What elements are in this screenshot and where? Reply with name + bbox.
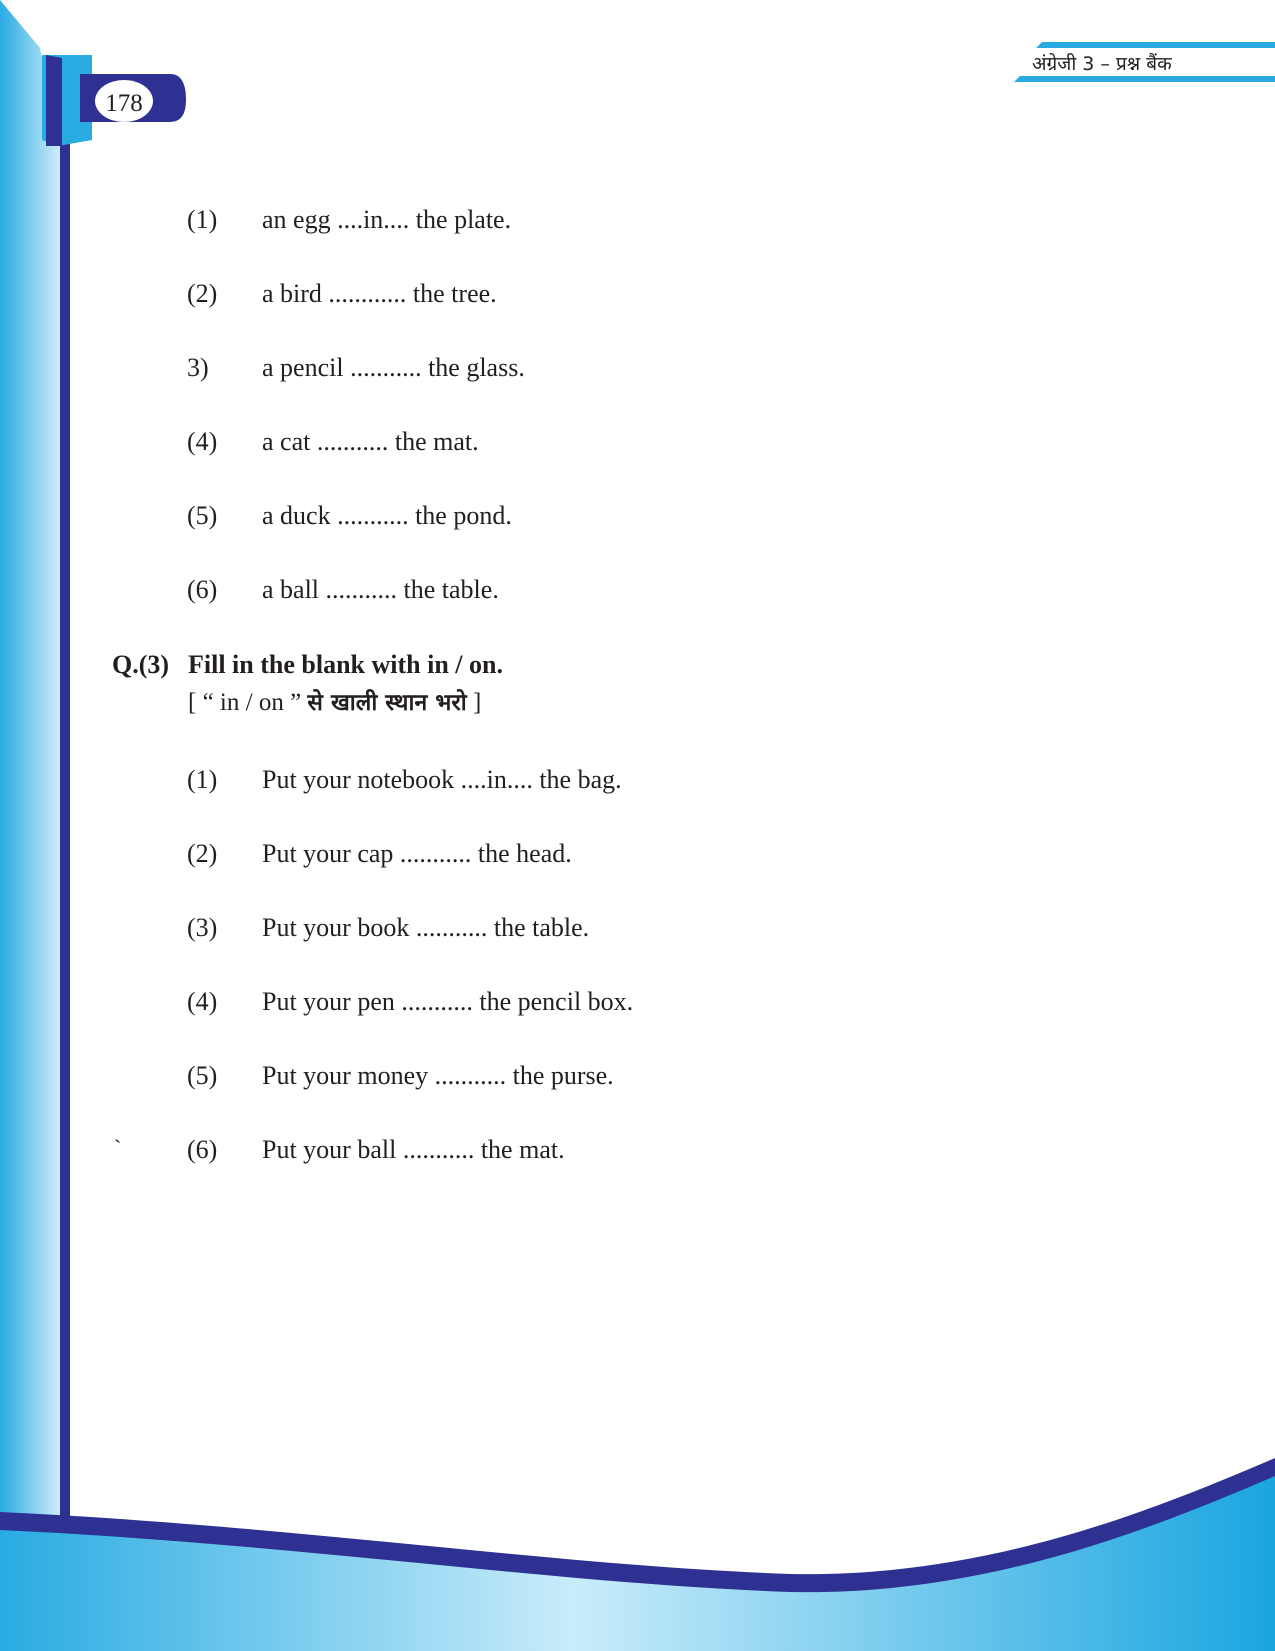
question-subtitle — [188, 688, 481, 718]
item-number: (1) — [187, 765, 218, 794]
item-text: a pencil ........... the glass. — [262, 353, 525, 382]
question-title: Fill in the blank with in / on. — [188, 650, 503, 679]
item-number: (4) — [187, 427, 218, 456]
header-line-bottom — [1014, 76, 1275, 82]
item-text: Put your cap ........... the head. — [262, 839, 572, 868]
header-line-top — [1036, 42, 1275, 48]
bottom-wave-fill — [0, 1472, 1275, 1651]
item-text: Put your pen ........... the pencil box. — [262, 987, 634, 1016]
item-number: (1) — [187, 205, 218, 234]
left-navy-bar — [60, 140, 70, 1525]
running-header: अंग्रेजी 3 – प्रश्न बैंक — [1032, 53, 1172, 75]
item-text: Put your notebook ....in.... the bag. — [262, 765, 622, 794]
item-text: an egg ....in.... the plate. — [262, 205, 512, 234]
item-number: (6) — [187, 1135, 218, 1164]
item-number: (2) — [187, 279, 218, 308]
page-tab-dark — [46, 55, 62, 146]
item-text: a ball ........... the table. — [262, 575, 499, 604]
item-text: Put your ball ........... the mat. — [262, 1135, 565, 1164]
item-text: a duck ........... the pond. — [262, 501, 512, 530]
left-strip — [0, 0, 62, 1520]
subtitle-hindi: से खाली स्थान भरो — [307, 690, 467, 716]
item-number: (5) — [187, 501, 218, 530]
item-number: (2) — [187, 839, 218, 868]
subtitle-open: [ “ in / on ” — [188, 689, 308, 716]
item-number: (6) — [187, 575, 218, 604]
item-text: a cat ........... the mat. — [262, 427, 479, 456]
question-label: Q.(3) — [112, 650, 170, 679]
stray-mark: ` — [114, 1135, 122, 1160]
item-number: (3) — [187, 913, 218, 942]
item-text: a bird ............ the tree. — [262, 279, 497, 308]
subtitle-close: ] — [466, 689, 482, 716]
item-text: Put your book ........... the table. — [262, 913, 590, 942]
item-text: Put your money ........... the purse. — [262, 1061, 614, 1090]
page-number: 178 — [105, 90, 143, 117]
item-number: (5) — [187, 1061, 218, 1090]
item-number: (4) — [187, 987, 218, 1016]
item-number: 3) — [187, 353, 209, 382]
